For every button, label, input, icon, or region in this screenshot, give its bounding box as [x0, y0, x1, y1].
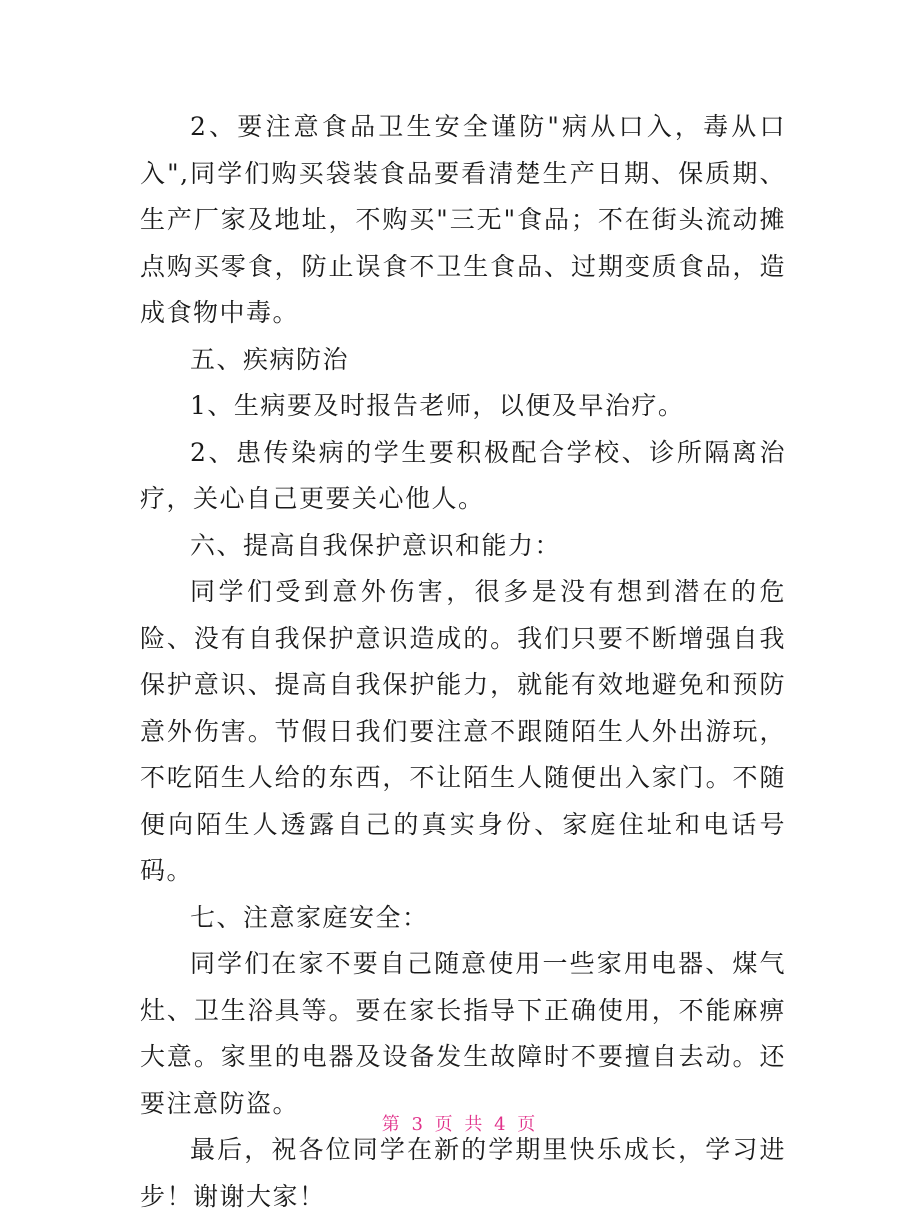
document-body: [140, 104, 786, 1220]
paragraph-food-safety: 2、要注意食品卫生安全谨防"病从口入，毒从口入",同学们购买袋装食品要看清楚生产日期、保质期、生产厂家及地址，不购买"三无"食品；不在街头流动摊点购买零食，防止误食不卫生食品、过期变质食品，造成食物中毒。: [140, 112, 786, 327]
paragraph-self-protection: 同学们受到意外伤害，很多是没有想到潜在的危险、没有自我保护意识造成的。我们只要不断增强自我保护意识、提高自我保护能力，就能有效地避免和预防意外伤害。节假日我们要注意不跟随陌生人外出游玩，不吃陌生人给的东西，不让陌生人随便出入家门。不随便向陌生人透露自己的真实身份、家庭住址和电话号码。: [140, 577, 786, 885]
paragraph-report-illness: 1、生病要及时报告老师，以便及早治疗。: [190, 391, 685, 420]
heading-home-safety: 七、注意家庭安全：: [190, 902, 429, 932]
heading-disease-prevention: 五、疾病防治: [190, 344, 350, 374]
paragraph-infectious-disease: 2、患传染病的学生要积极配合学校、诊所隔离治疗，关心自己更要关心他人。: [140, 437, 786, 513]
page-number-footer: 第 3 页 共 4 页: [381, 1114, 539, 1135]
heading-self-protection: 六、提高自我保护意识和能力：: [190, 530, 562, 560]
paragraph-closing: 最后，祝各位同学在新的学期里快乐成长，学习进步！谢谢大家！: [140, 1135, 786, 1211]
paragraph-home-safety: 同学们在家不要自己随意使用一些家用电器、煤气灶、卫生浴具等。要在家长指导下正确使用，不能麻痹大意。家里的电器及设备发生故障时不要擅自去动。还要注意防盗。: [140, 949, 786, 1118]
